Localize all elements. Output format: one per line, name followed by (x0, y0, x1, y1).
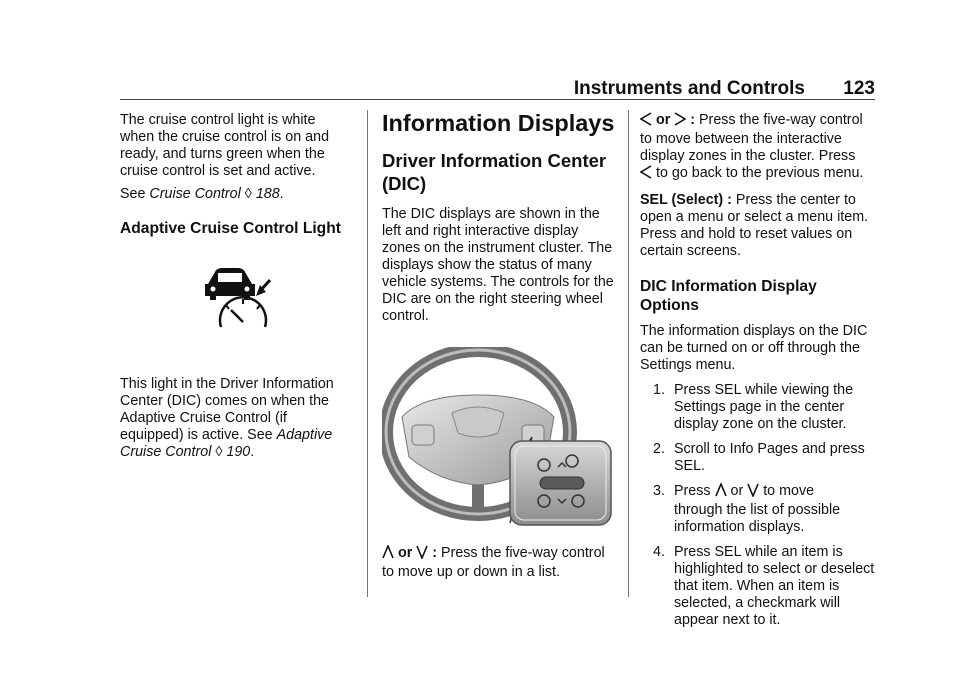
chevron-right-icon (674, 112, 686, 131)
chevron-down-icon (747, 483, 759, 502)
list-item: 3. Press or to move through the list of possible information displays. (653, 483, 841, 535)
column-divider-left (367, 110, 368, 597)
column-3 (640, 110, 878, 629)
acc-light-figure (120, 256, 352, 356)
list-item: 1. Press SEL while viewing the Settings page in the center display zone on the cluster. (653, 382, 854, 432)
adaptive-cruise-icon (120, 256, 352, 356)
steering-wheel-controls-image (382, 347, 614, 529)
chevron-down-icon (416, 545, 428, 564)
column-1 (120, 110, 352, 461)
leftright-description: or : Press the five-way control to move between the interactive display zones in the cluster. Press to go back to the previous menu. (640, 112, 878, 184)
steering-wheel-figure (382, 347, 614, 529)
acc-light-heading: Adaptive Cruise Control Light (120, 220, 341, 237)
chevron-left-icon (640, 165, 652, 184)
dic-options-heading: DIC Information Display Options (640, 278, 817, 314)
steps-list (640, 382, 878, 629)
dic-options-paragraph: The information displays on the DIC can be turned on or off through the Settings menu. (640, 323, 868, 373)
updown-description: or : Press the five-way control to move up or down in a list. (382, 545, 605, 580)
chevron-left-icon (640, 112, 652, 131)
list-item: 2. Scroll to Info Pages and press SEL. (653, 441, 865, 474)
dic-intro-paragraph: The DIC displays are shown in the left and right interactive display zones on the instrument cluster. The displays show the status of many vehicle systems. The controls for the DIC are on the right steering wheel control. (382, 206, 614, 324)
section-title: Instruments and Controls (573, 78, 805, 99)
page-ref-icon: ◊ (240, 186, 256, 202)
adaptive-cruise-link[interactable]: Adaptive Cruise Control (120, 427, 333, 460)
header-rule (120, 99, 875, 100)
column-divider-right (628, 110, 629, 597)
chevron-up-icon (715, 483, 727, 502)
column-2 (382, 110, 618, 581)
cruise-control-link[interactable]: Cruise Control (149, 186, 241, 202)
page-ref-icon: ◊ (211, 444, 227, 460)
acc-light-paragraph: This light in the Driver Information Center (DIC) comes on when the Adaptive Cruise Control (if equipped) is active. See Adaptive Cruise Control ◊ 190. (120, 376, 334, 460)
sel-label: SEL (Select) : (640, 192, 732, 208)
cruise-light-paragraph: The cruise control light is white when the cruise control is on and ready, and turns green when the cruise control is set and active. (120, 112, 330, 179)
dic-subtitle: Driver Information Center (DIC) (382, 150, 607, 194)
information-displays-title: Information Displays (382, 110, 615, 136)
cruise-see-reference: See Cruise Control ◊ 188. (120, 186, 284, 202)
chevron-up-icon (382, 545, 394, 564)
sel-description: SEL (Select) : Press the center to open a menu or select a menu item. Press and hold to reset values on certain screens. (640, 192, 869, 259)
page-number: 123 (843, 78, 875, 99)
list-item: 4. Press SEL while an item is highlighted to select or deselect that item. When an item is selected, a checkmark will appear next to it. (653, 544, 875, 628)
